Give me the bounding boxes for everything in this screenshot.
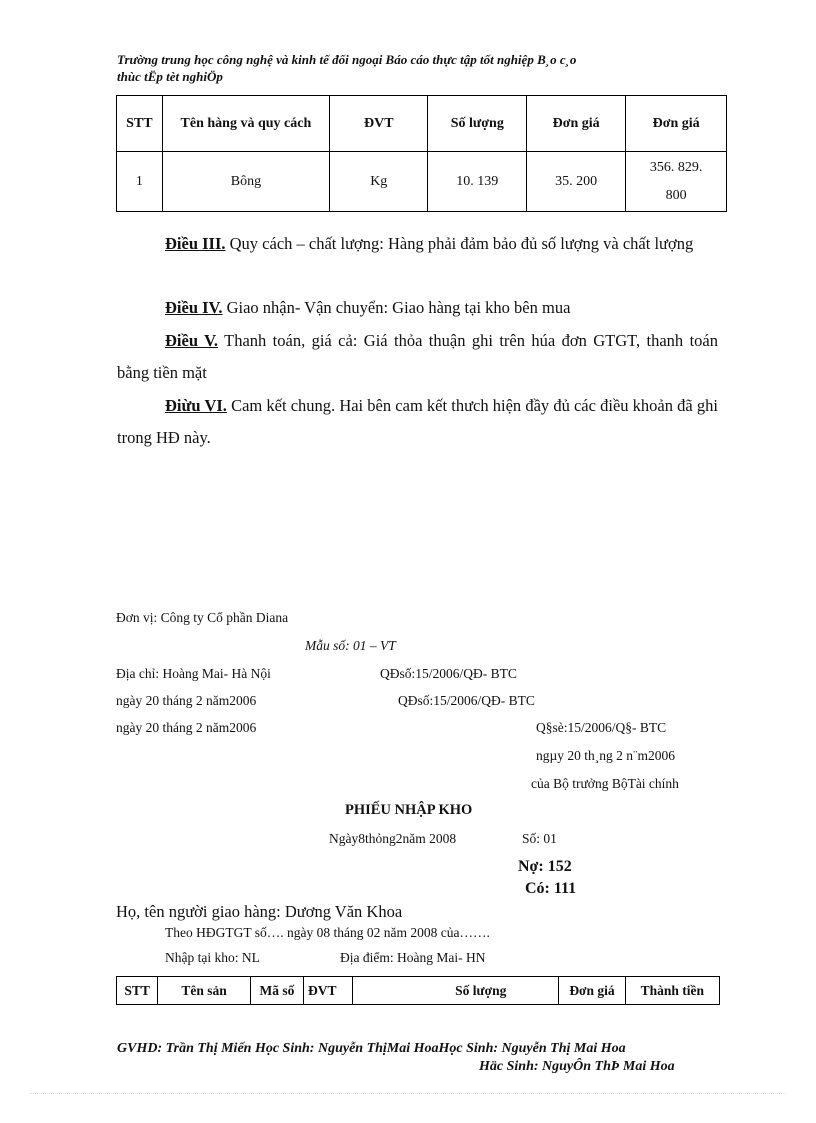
receipt-date: Ngày8thỏng2năm 2008 (329, 831, 457, 846)
table-row (117, 152, 727, 212)
col-header: Đơn giá (559, 977, 625, 1005)
article-6 (117, 390, 718, 454)
date-line-2: ngày 20 tháng 2 năm2006 (116, 720, 257, 735)
header-line-1: Trường trung học công nghệ và kinh tế đối ngoại Báo cáo thực tập tốt nghiệp B¸o c¸o (117, 52, 577, 67)
decision-line-1: QĐsố:15/2006/QĐ- BTC (380, 666, 517, 681)
table-cell: 356. 829. 800 (626, 152, 727, 212)
col-header: Thành tiền (625, 977, 719, 1005)
date-line-3: ngµy 20 th¸ng 2 n¨m2006 (536, 748, 676, 763)
debit-account: Nợ: 152 (518, 858, 572, 875)
unit-line: Đơn vị: Công ty Cổ phần Diana (116, 610, 289, 625)
table-cell: 10. 139 (428, 152, 527, 212)
article-5 (117, 325, 718, 389)
col-header: Số lượng (353, 977, 559, 1005)
page-bottom-divider (30, 1093, 786, 1094)
table-cell: 35. 200 (527, 152, 626, 212)
receipt-title: PHIẾU NHẬP KHO (345, 802, 473, 818)
credit-account: Có: 111 (525, 880, 577, 897)
form-number: Mẫu số: 01 – VT (305, 638, 396, 653)
decision-line-2: QĐsố:15/2006/QĐ- BTC (398, 693, 535, 708)
address-line: Địa chỉ: Hoàng Mai- Hà Nội (116, 666, 271, 681)
invoice-reference: Theo HĐGTGT số…. ngày 08 tháng 02 năm 2008 của……. (165, 925, 490, 940)
col-header: Tên sản (158, 977, 251, 1005)
table-cell: 1 (117, 152, 163, 212)
table-cell: Kg (330, 152, 428, 212)
goods-table (116, 95, 727, 212)
col-header: Mã số (250, 977, 303, 1005)
col-header: STT (117, 96, 163, 152)
col-header: Tên hàng và quy cách (162, 96, 329, 152)
article-text: Giao nhận- Vận chuyển: Giao hàng tại kho bên mua (222, 298, 571, 317)
deliverer-line: Họ, tên người giao hàng: Dương Văn Khoa (116, 902, 403, 921)
article-title: Điều IV. (165, 298, 223, 317)
col-header: STT (117, 977, 158, 1005)
col-header: ĐVT (330, 96, 428, 152)
article-title: Điều V. (165, 331, 219, 350)
col-header: Số lượng (428, 96, 527, 152)
article-title: Điừu VI. (165, 396, 227, 415)
article-text: Quy cách – chất lượng: Hàng phải đảm bảo đủ số lượng và chất lượng (225, 234, 694, 253)
col-header: Đơn giá (626, 96, 727, 152)
article-text: Thanh toán, giá cả: Giá thỏa thuận ghi trên húa đơn GTGT, thanh toán bằng tiền mặt (117, 331, 718, 382)
location-line: Địa điểm: Hoàng Mai- HN (340, 950, 486, 965)
col-header: Đơn giá (527, 96, 626, 152)
warehouse-line: Nhập tại kho: NL (165, 950, 260, 965)
decision-line-3: Q§sè:15/2006/Q§- BTC (536, 720, 667, 735)
table-cell: Bông (162, 152, 329, 212)
issuer-line: của Bộ trưởng BộTài chính (531, 776, 679, 791)
article-title: Điều III. (165, 234, 226, 253)
page-header (117, 51, 576, 85)
article-text: Cam kết chung. Hai bên cam kết thưch hiện đầy đủ các điều khoản đã ghi trong HĐ này. (117, 396, 718, 447)
table-header-row (117, 96, 727, 152)
receipt-number: Số: 01 (522, 831, 557, 846)
header-line-2: thùc tËp tèt nghiÖp (117, 69, 223, 84)
date-line-1: ngày 20 tháng 2 năm2006 (116, 693, 257, 708)
table-header-row (117, 977, 720, 1005)
col-header: ĐVT (303, 977, 352, 1005)
receipt-table (116, 976, 720, 1005)
article-3 (117, 228, 718, 260)
article-4 (117, 292, 718, 324)
footer-line-2: Häc Sinh: NguyÔn ThÞ Mai Hoa (479, 1059, 675, 1074)
footer-line-1: GVHD: Trần Thị Miến Học Sinh: Nguyễn ThịMai HoaHọc Sinh: Nguyễn Thị Mai Hoa (117, 1041, 626, 1056)
